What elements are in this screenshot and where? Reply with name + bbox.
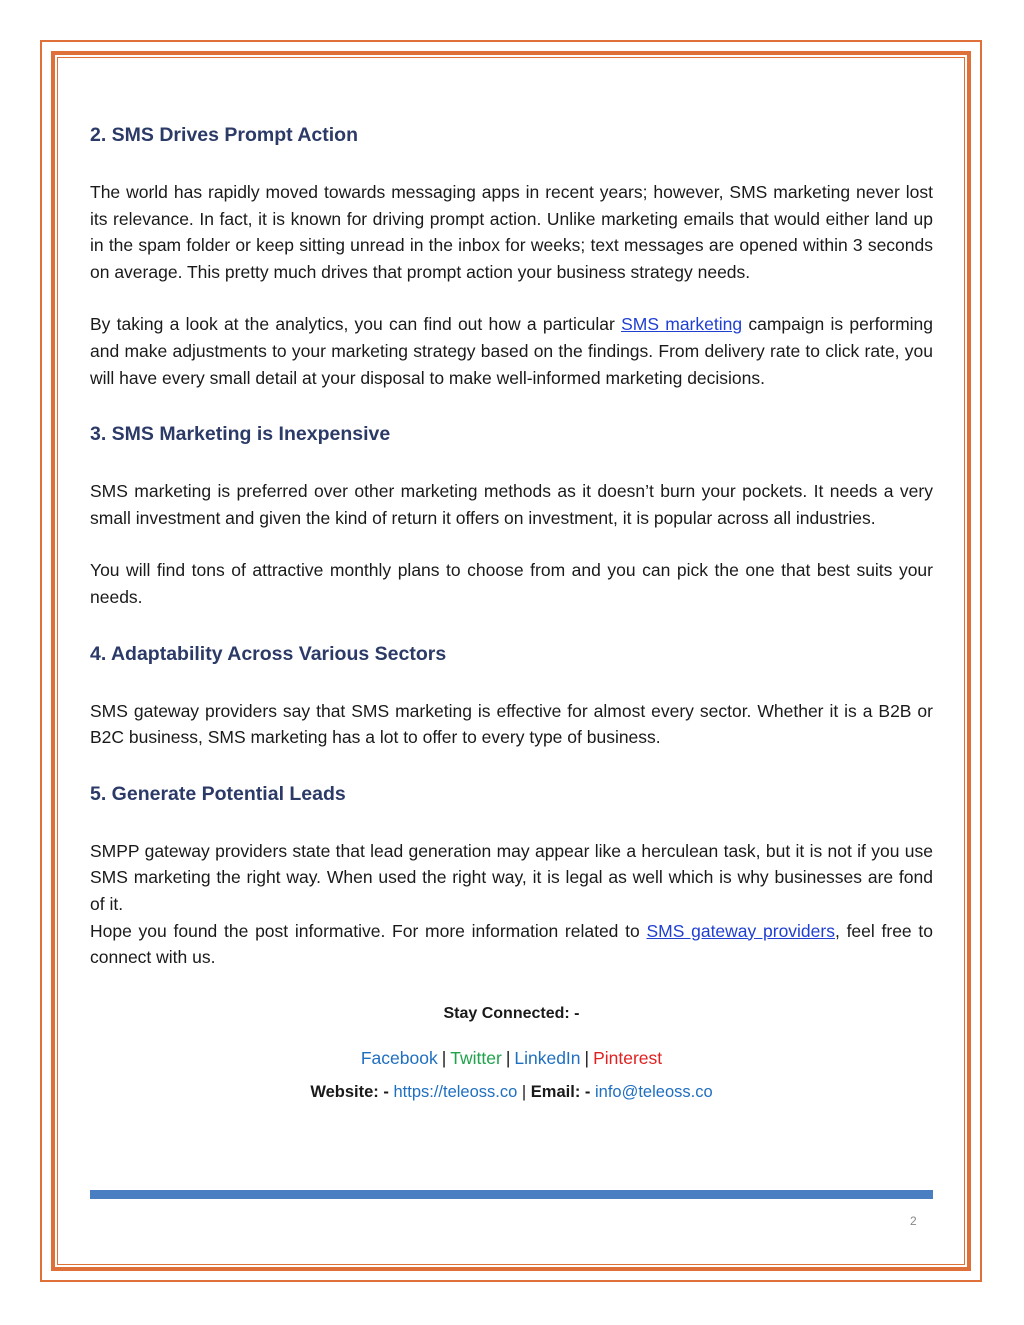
website-label: Website: - — [310, 1082, 389, 1101]
website-link[interactable]: https://teleoss.co — [393, 1082, 518, 1101]
section-heading-leads: 5. Generate Potential Leads — [90, 782, 346, 805]
paragraph: You will find tons of attractive monthly plans to choose from and you can pick the one that best suits your needs. — [90, 560, 933, 607]
document-body — [90, 118, 933, 1105]
sms-gateway-providers-link[interactable]: SMS gateway providers — [646, 920, 835, 941]
social-links — [90, 1045, 933, 1071]
facebook-link[interactable]: Facebook — [360, 1047, 438, 1068]
section-heading-inexpensive: 3. SMS Marketing is Inexpensive — [90, 423, 391, 446]
separator: | — [584, 1047, 590, 1068]
paragraph: SMS gateway providers say that SMS marketing is effective for almost every sector. Whether it is a B2B or B2C business, SMS marketing has a lot to offer to every type of business. — [90, 700, 933, 748]
paragraph: The world has rapidly moved towards messaging apps in recent years; however, SMS marketing never lost its relevance. In fact, it is known for driving prompt action. Unlike marketing emails that would either land up in the spam folder or keep sitting unread in the inbox for weeks; text messages are opened within 3 seconds on average. This pretty much drives that prompt action your business strategy needs. — [90, 182, 933, 282]
pinterest-link[interactable]: Pinterest — [593, 1047, 663, 1068]
paragraph: SMS marketing is preferred over other marketing methods as it doesn’t burn your pockets. It needs a very small investment and given the kind of return it offers on investment, it is popular across all industries. — [90, 481, 933, 528]
sms-marketing-link[interactable]: SMS marketing — [621, 314, 743, 335]
paragraph-with-link: By taking a look at the analytics, you can find out how a particular SMS marketing campaign is performing and make adjustments to your marketing strategy based on the findings. From delivery rate to click rate, you will have every small detail at your disposal to make well-informed marketing decisions. — [90, 314, 933, 388]
email-label: Email: - — [530, 1082, 591, 1101]
separator: | — [505, 1047, 511, 1068]
section-heading-prompt-action: 2. SMS Drives Prompt Action — [90, 124, 359, 146]
contact-line — [90, 1079, 933, 1105]
linkedin-link[interactable]: LinkedIn — [514, 1047, 581, 1068]
separator: | — [441, 1047, 447, 1068]
page-number: 2 — [910, 1214, 917, 1228]
paragraph: SMPP gateway providers state that lead generation may appear like a herculean task, but it is not if you use SMS marketing the right way. When used the right way, it is legal as well which is why businesses are fond of it. — [90, 840, 933, 914]
email-link[interactable]: info@teleoss.co — [595, 1082, 713, 1101]
paragraph-with-link: Hope you found the post informative. For more information related to SMS gateway providers, feel free to connect with us. — [90, 920, 933, 968]
section-heading-adaptability: 4. Adaptability Across Various Sectors — [90, 642, 447, 665]
twitter-link[interactable]: Twitter — [450, 1047, 502, 1068]
separator: | — [521, 1082, 527, 1101]
stay-connected-label: Stay Connected: - — [443, 1004, 580, 1022]
footer-divider-bar — [90, 1190, 933, 1199]
